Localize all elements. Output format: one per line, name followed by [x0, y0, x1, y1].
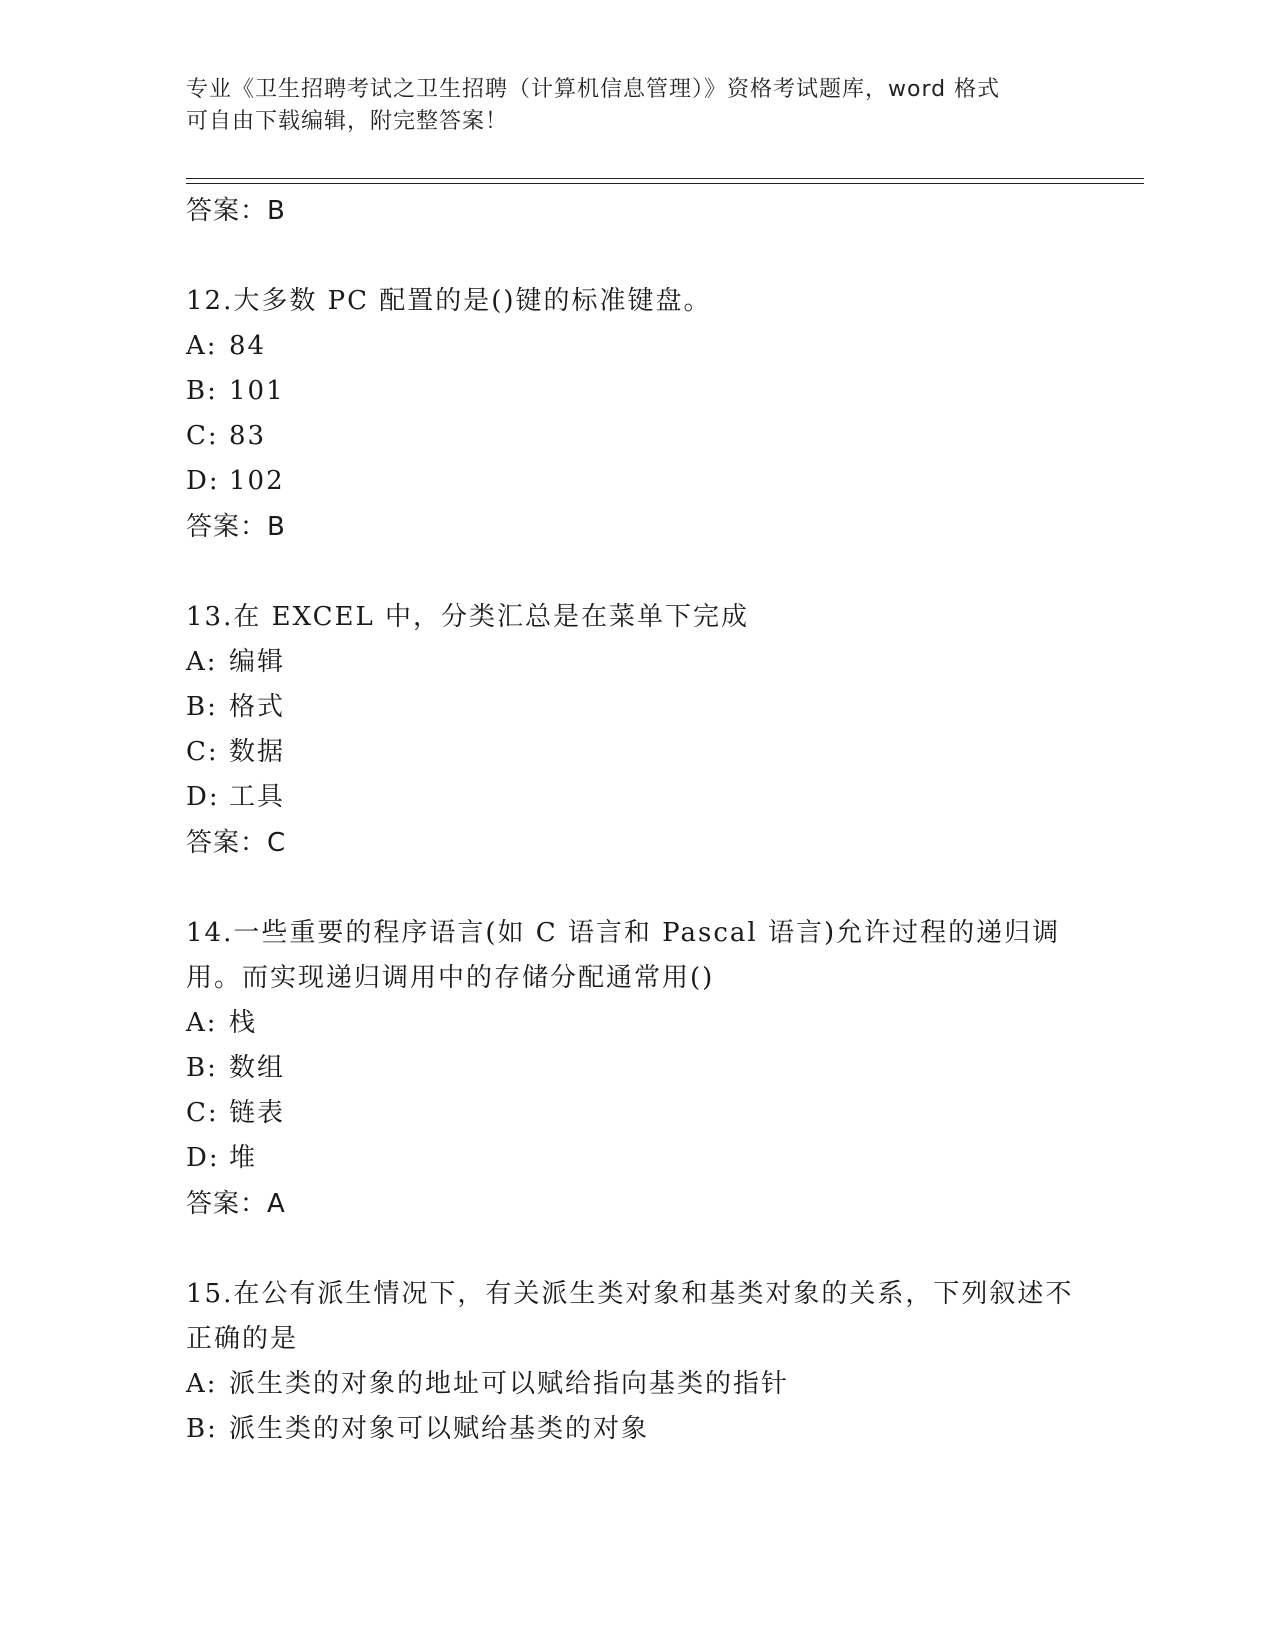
- question-stem: 13.在 EXCEL 中，分类汇总是在菜单下完成: [186, 602, 750, 632]
- option-letter: B:: [186, 376, 218, 406]
- question-15: [186, 1272, 1086, 1452]
- header-line-2: 可自由下载编辑，附完整答案！: [186, 109, 509, 134]
- header-divider-top: [186, 178, 1144, 179]
- option-letter: B:: [186, 1053, 218, 1083]
- option-a: [186, 324, 1086, 369]
- option-letter: A:: [186, 331, 218, 361]
- option-text: 链表: [229, 1098, 286, 1128]
- option-text: 83: [229, 421, 267, 451]
- option-d: [186, 459, 1086, 504]
- option-text: 堆: [229, 1143, 258, 1173]
- question-12: [186, 279, 1086, 550]
- option-d: [186, 1136, 1086, 1181]
- option-a: [186, 1362, 1086, 1407]
- option-letter: A:: [186, 1369, 218, 1399]
- option-a: [186, 1001, 1086, 1046]
- option-text: 数组: [229, 1053, 286, 1083]
- option-letter: C:: [186, 1098, 219, 1128]
- previous-answer: 答案：B: [186, 196, 286, 226]
- header-line-1: 专业《卫生招聘考试之卫生招聘（计算机信息管理）》资格考试题库，word 格式: [186, 77, 1001, 102]
- option-b: [186, 1407, 1086, 1452]
- question-stem: 15.在公有派生情况下，有关派生类对象和基类对象的关系，下列叙述不正确的是: [186, 1279, 1074, 1354]
- option-a: [186, 640, 1086, 685]
- option-d: [186, 775, 1086, 820]
- option-b: [186, 369, 1086, 414]
- option-letter: D:: [186, 466, 220, 496]
- option-b: [186, 1046, 1086, 1091]
- option-letter: B:: [186, 692, 218, 722]
- question-14: [186, 911, 1086, 1227]
- document-header: [186, 74, 1086, 138]
- option-letter: D:: [186, 1143, 220, 1173]
- option-text: 栈: [229, 1008, 258, 1038]
- question-stem: 14.一些重要的程序语言(如 C 语言和 Pascal 语言)允许过程的递归调用。而实现递归调用中的存储分配通常用(): [186, 918, 1061, 993]
- question-answer: 答案：B: [186, 512, 286, 542]
- option-text: 84: [229, 331, 267, 361]
- option-letter: C:: [186, 421, 219, 451]
- option-text: 派生类的对象的地址可以赋给指向基类的指针: [229, 1369, 790, 1399]
- question-answer: 答案：A: [186, 1189, 286, 1219]
- option-text: 101: [229, 376, 285, 406]
- option-letter: B:: [186, 1414, 218, 1444]
- option-letter: C:: [186, 737, 219, 767]
- option-letter: A:: [186, 1008, 218, 1038]
- question-stem: 12.大多数 PC 配置的是()键的标准键盘。: [186, 286, 712, 316]
- option-letter: D:: [186, 782, 220, 812]
- document-content: [186, 188, 1086, 1452]
- header-divider-bottom: [186, 183, 1144, 184]
- option-text: 102: [229, 466, 285, 496]
- option-text: 数据: [229, 737, 286, 767]
- option-c: [186, 1091, 1086, 1136]
- option-text: 格式: [229, 692, 286, 722]
- option-text: 派生类的对象可以赋给基类的对象: [229, 1414, 650, 1444]
- question-answer: 答案：C: [186, 828, 287, 858]
- option-text: 编辑: [229, 647, 286, 677]
- option-b: [186, 685, 1086, 730]
- option-c: [186, 414, 1086, 459]
- option-letter: A:: [186, 647, 218, 677]
- option-text: 工具: [229, 782, 286, 812]
- question-13: [186, 595, 1086, 866]
- option-c: [186, 730, 1086, 775]
